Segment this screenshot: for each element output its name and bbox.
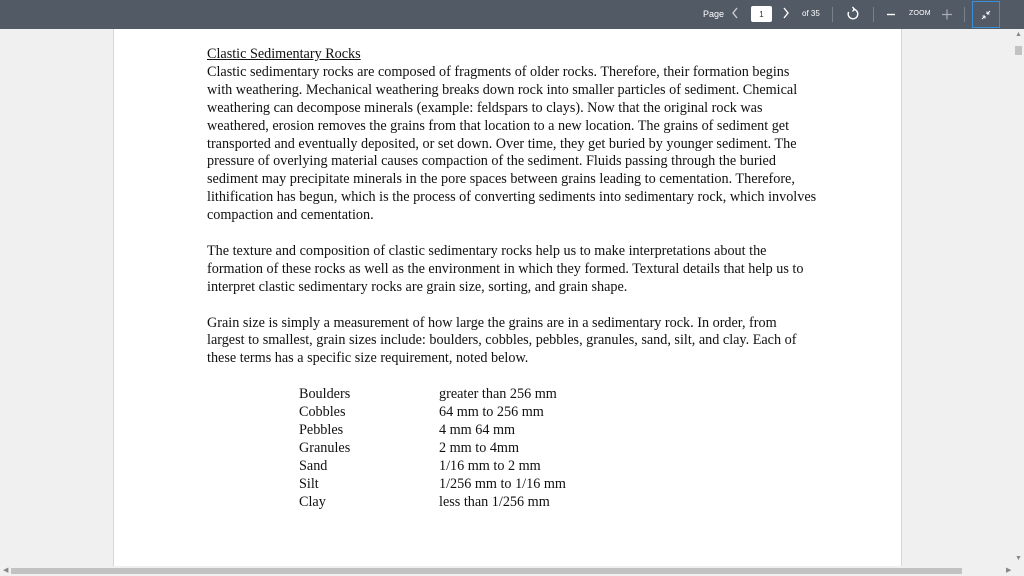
paragraph: Grain size is simply a measurement of how large the grains are in a sedimentary rock. In order, from largest to smallest, grain sizes include: boulders, cobbles, pebbles, granules, sand, silt, and clay. Each of these terms has a specific size requirement, noted below. — [207, 314, 797, 367]
grain-term: Silt — [299, 475, 319, 492]
grain-term: Cobbles — [299, 404, 346, 421]
horizontal-scrollbar[interactable] — [0, 566, 1024, 576]
toolbar-divider — [832, 7, 833, 22]
rotate-button[interactable] — [845, 6, 861, 22]
grain-term: Pebbles — [299, 421, 344, 438]
rotate-icon — [845, 6, 861, 22]
grain-size-value: 2 mm to 4mm — [439, 439, 520, 456]
paragraph: Clastic sedimentary rocks are composed of fragments of older rocks. Therefore, their formation begins with weathering. Mechanical weathering breaks down rock into smaller particles of sediment. Chemical weathering can decompose minerals (example: feldspars to clays). Now that the original rock was weathered, erosion removes the grains from that location to a new location. The grains of sediment get transported and eventually deposited, or set down. Over time, they get buried by younger sediment. The pressure of overlying material causes compaction of the sediment. Fluids passing through the buried sediment may precipitate minerals in the pore spaces between grains leading to cementation. Therefore, lithification has begun, which is the process of converting sediments into sedimentary rock, which involves compaction and cementation. — [207, 63, 817, 224]
grain-size-table — [299, 386, 566, 511]
grain-term: Boulders — [299, 386, 351, 403]
document-page — [113, 29, 902, 566]
scroll-down-icon[interactable]: ▼ — [1015, 555, 1022, 562]
page-content — [207, 46, 817, 512]
grain-size-value: 64 mm to 256 mm — [439, 404, 544, 421]
vertical-scrollbar[interactable] — [1013, 29, 1024, 566]
toolbar-divider — [964, 7, 965, 22]
horizontal-scroll-thumb[interactable] — [11, 568, 962, 574]
grain-term: Granules — [299, 439, 351, 456]
table-row — [299, 458, 566, 476]
zoom-label: ZOOM — [909, 10, 931, 17]
grain-size-value: less than 1/256 mm — [439, 493, 550, 510]
grain-size-value: greater than 256 mm — [439, 386, 557, 403]
grain-term: Sand — [299, 457, 328, 474]
exit-fullscreen-button[interactable] — [972, 1, 1000, 28]
page-number-input[interactable] — [751, 6, 772, 22]
section-title: Clastic Sedimentary Rocks — [207, 46, 361, 62]
table-row — [299, 404, 566, 422]
grain-size-value: 4 mm 64 mm — [439, 421, 516, 438]
next-page-button[interactable] — [782, 6, 790, 24]
table-row — [299, 386, 566, 404]
paragraph: The texture and composition of clastic sedimentary rocks help us to make interpretations about the formation of these rocks as well as the environment in which they formed. Textural details that help us to interpret clastic sedimentary rocks are grain size, sorting, and grain shape. — [207, 242, 804, 295]
grain-size-value: 1/256 mm to 1/16 mm — [439, 475, 566, 492]
table-row — [299, 476, 566, 494]
collapse-icon — [973, 2, 999, 27]
scroll-up-icon[interactable]: ▲ — [1015, 31, 1022, 38]
grain-size-value: 1/16 mm to 2 mm — [439, 457, 541, 474]
viewer-toolbar — [0, 0, 1024, 29]
grain-term: Clay — [299, 493, 326, 510]
previous-page-button[interactable] — [731, 6, 739, 24]
chevron-left-icon — [731, 6, 739, 20]
table-row — [299, 440, 566, 458]
chevron-right-icon — [782, 6, 790, 20]
zoom-in-button[interactable] — [941, 6, 953, 22]
document-viewport[interactable] — [0, 29, 1013, 566]
minus-icon — [886, 6, 896, 22]
scroll-right-icon[interactable]: ▶ — [1006, 567, 1012, 574]
toolbar-divider — [873, 7, 874, 22]
plus-icon — [941, 6, 953, 22]
scroll-left-icon[interactable]: ◀ — [3, 567, 9, 574]
table-row — [299, 422, 566, 440]
page-label: Page — [703, 9, 725, 19]
vertical-scroll-thumb[interactable] — [1015, 46, 1022, 55]
table-row — [299, 494, 566, 512]
page-count-label: of 35 — [802, 9, 820, 18]
zoom-out-button[interactable] — [886, 6, 896, 22]
